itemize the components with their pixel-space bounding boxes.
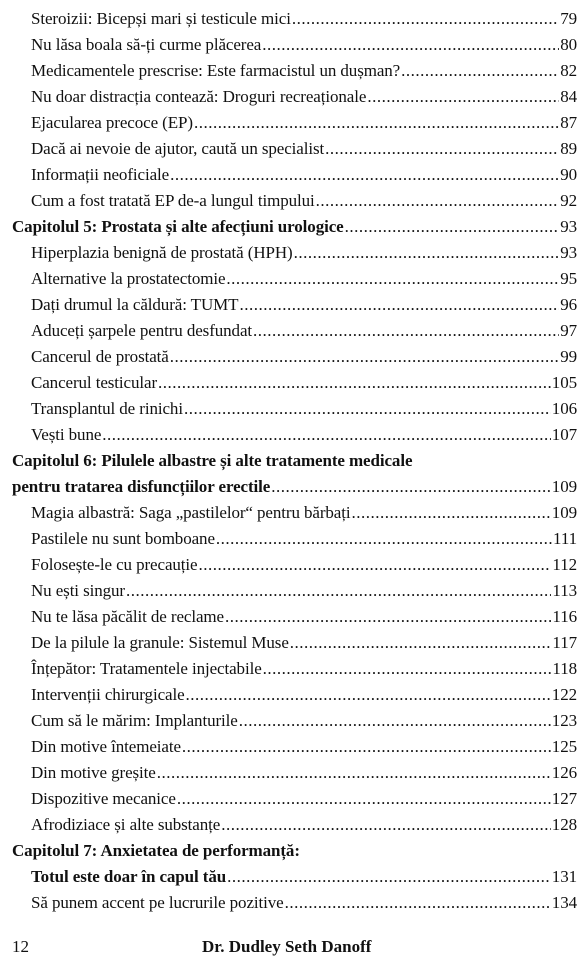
toc-entry-title: Folosește-le cu precauție	[31, 555, 198, 574]
toc-entry-title: Afrodiziace și alte substanțe	[31, 815, 221, 834]
dot-leader	[262, 32, 559, 58]
dot-leader	[194, 110, 559, 136]
dot-leader	[367, 84, 559, 110]
toc-entry-title: Să punem accent pe lucrurile pozitive	[31, 893, 284, 912]
toc-entry	[12, 786, 577, 812]
toc-entry	[12, 656, 577, 682]
toc-entry-title: Dispozitive mecanice	[31, 789, 176, 808]
toc-entry-title: Intervenții chirurgicale	[31, 685, 185, 704]
toc-entry-page: 93	[560, 243, 577, 262]
dot-leader	[221, 812, 551, 838]
toc-entry-page: 80	[560, 35, 577, 54]
toc-chapter-title: Capitolul 7: Anxietatea de performanță:	[12, 841, 300, 860]
toc-entry-title: Pastilele nu sunt bomboane	[31, 529, 215, 548]
toc-entry-page: 134	[551, 893, 577, 912]
toc-chapter-title: Capitolul 5: Prostata și alte afecțiuni urologice	[12, 217, 344, 236]
toc-entry-page: 82	[560, 61, 577, 80]
toc-entry-page: 112	[552, 555, 577, 574]
toc-entry-page: 107	[551, 425, 577, 444]
toc-chapter-title: pentru tratarea disfuncțiilor erectile	[12, 477, 271, 496]
dot-leader	[126, 578, 551, 604]
toc-entry	[12, 240, 577, 266]
toc-entry-title: Ejacularea precoce (EP)	[31, 113, 193, 132]
toc-chapter-title: Capitolul 6: Pilulele albastre și alte tratamente medicale	[12, 451, 413, 470]
toc-chapter-heading	[12, 214, 577, 240]
toc-entry	[12, 84, 577, 110]
toc-entry	[12, 58, 577, 84]
dot-leader	[170, 344, 559, 370]
dot-leader	[199, 552, 552, 578]
toc-entry	[12, 682, 577, 708]
toc-entry-page: 92	[560, 191, 577, 210]
toc-entry	[12, 396, 577, 422]
dot-leader	[352, 500, 551, 526]
dot-leader	[285, 890, 551, 916]
dot-leader	[263, 656, 552, 682]
toc-entry	[12, 110, 577, 136]
page-footer	[12, 934, 577, 960]
dot-leader	[170, 162, 559, 188]
toc-entry-title: De la pilule la granule: Sistemul Muse	[31, 633, 289, 652]
toc-entry-page: 79	[560, 9, 577, 28]
toc-entry	[12, 500, 577, 526]
toc-entry	[12, 318, 577, 344]
toc-entry-title: Medicamentele prescrise: Este farmacistul un dușman?	[31, 61, 401, 80]
toc-entry-page: 105	[551, 373, 577, 392]
toc-entry-title: Înțepător: Tratamentele injectabile	[31, 659, 262, 678]
toc-entry	[12, 604, 577, 630]
toc-entry	[12, 266, 577, 292]
toc-entry-title: Dați drumul la căldură: TUMT	[31, 295, 239, 314]
toc-chapter-subtitle	[12, 864, 577, 890]
toc-entry	[12, 162, 577, 188]
toc-entry	[12, 734, 577, 760]
dot-leader	[184, 396, 551, 422]
toc-entry	[12, 32, 577, 58]
toc-entry-title: Steroizii: Bicepși mari și testicule mici	[31, 9, 291, 28]
dot-leader	[182, 734, 551, 760]
toc-entry-title: Cancerul testicular	[31, 373, 158, 392]
toc-entry-title: Din motive întemeiate	[31, 737, 181, 756]
dot-leader	[158, 370, 551, 396]
toc-entry	[12, 552, 577, 578]
toc-entry-page: 113	[552, 581, 577, 600]
dot-leader	[345, 214, 560, 240]
toc-entry	[12, 812, 577, 838]
dot-leader	[316, 188, 560, 214]
toc-entry-title: Aduceți șarpele pentru desfundat	[31, 321, 253, 340]
toc-entry-page: 122	[551, 685, 577, 704]
toc-entry-title: Din motive greșite	[31, 763, 156, 782]
toc-entry-page: 89	[560, 139, 577, 158]
toc-entry-title: Transplantul de rinichi	[31, 399, 183, 418]
dot-leader	[401, 58, 559, 84]
dot-leader	[216, 526, 552, 552]
toc-entry-title: Magia albastră: Saga „pastilelor“ pentru bărbați	[31, 503, 351, 522]
dot-leader	[226, 266, 559, 292]
toc-entry-page: 93	[560, 217, 577, 236]
toc-entry-page: 125	[551, 737, 577, 756]
toc-entry	[12, 890, 577, 916]
dot-leader	[292, 6, 559, 32]
toc-entry	[12, 292, 577, 318]
toc-entry-page: 118	[552, 659, 577, 678]
page-number: 12	[12, 937, 29, 956]
toc-entry	[12, 422, 577, 448]
dot-leader	[253, 318, 559, 344]
dot-leader	[290, 630, 552, 656]
toc-entry-title: Cancerul de prostată	[31, 347, 169, 366]
toc-entry-title: Nu lăsa boala să-ți curme plăcerea	[31, 35, 262, 54]
toc-entry	[12, 370, 577, 396]
dot-leader	[157, 760, 551, 786]
toc-entry-page: 90	[560, 165, 577, 184]
toc-entry-title: Hiperplazia benignă de prostată (HPH)	[31, 243, 293, 262]
toc-entry-page: 96	[560, 295, 577, 314]
dot-leader	[227, 864, 551, 890]
toc-entry	[12, 188, 577, 214]
dot-leader	[177, 786, 551, 812]
toc-entry-page: 116	[552, 607, 577, 626]
dot-leader	[186, 682, 551, 708]
toc-entry	[12, 578, 577, 604]
toc-entry-page: 109	[551, 477, 577, 496]
toc-entry-page: 123	[551, 711, 577, 730]
running-footer-author: Dr. Dudley Seth Danoff	[202, 937, 372, 956]
toc-entry	[12, 344, 577, 370]
toc-entry	[12, 708, 577, 734]
toc-entry	[12, 136, 577, 162]
toc-entry	[12, 6, 577, 32]
toc-entry-page: 97	[560, 321, 577, 340]
toc-entry-page: 117	[552, 633, 577, 652]
toc-entry-page: 109	[551, 503, 577, 522]
toc-entry-title: Nu ești singur	[31, 581, 125, 600]
dot-leader	[294, 240, 560, 266]
toc-entry	[12, 526, 577, 552]
toc-entry-title: Informații neoficiale	[31, 165, 170, 184]
toc-entry-title: Cum a fost tratată EP de-a lungul timpului	[31, 191, 315, 210]
toc-entry-title: Dacă ai nevoie de ajutor, caută un specialist	[31, 139, 325, 158]
toc-entry-title: Nu doar distracția contează: Droguri recreaționale	[31, 87, 367, 106]
toc-chapter-heading	[12, 838, 577, 864]
toc-chapter-heading	[12, 448, 577, 474]
toc-chapter-heading-continued	[12, 474, 577, 500]
toc-entry-title: Nu te lăsa păcălit de reclame	[31, 607, 224, 626]
table-of-contents	[12, 6, 577, 916]
dot-leader	[239, 292, 559, 318]
toc-entry-page: 106	[551, 399, 577, 418]
toc-chapter-title: Totul este doar în capul tău	[31, 867, 227, 886]
toc-entry-page: 111	[553, 529, 577, 548]
toc-entry-page: 84	[560, 87, 577, 106]
toc-entry-page: 127	[551, 789, 577, 808]
toc-entry-title: Cum să le mărim: Implanturile	[31, 711, 238, 730]
toc-entry-page: 128	[551, 815, 577, 834]
toc-entry	[12, 630, 577, 656]
toc-entry-page: 87	[560, 113, 577, 132]
toc-entry-page: 95	[560, 269, 577, 288]
toc-entry	[12, 760, 577, 786]
dot-leader	[271, 474, 551, 500]
toc-entry-title: Vești bune	[31, 425, 102, 444]
toc-entry-title: Alternative la prostatectomie	[31, 269, 226, 288]
dot-leader	[225, 604, 551, 630]
dot-leader	[239, 708, 551, 734]
dot-leader	[102, 422, 551, 448]
toc-entry-page: 99	[560, 347, 577, 366]
toc-entry-page: 131	[551, 867, 577, 886]
dot-leader	[325, 136, 559, 162]
toc-entry-page: 126	[551, 763, 577, 782]
